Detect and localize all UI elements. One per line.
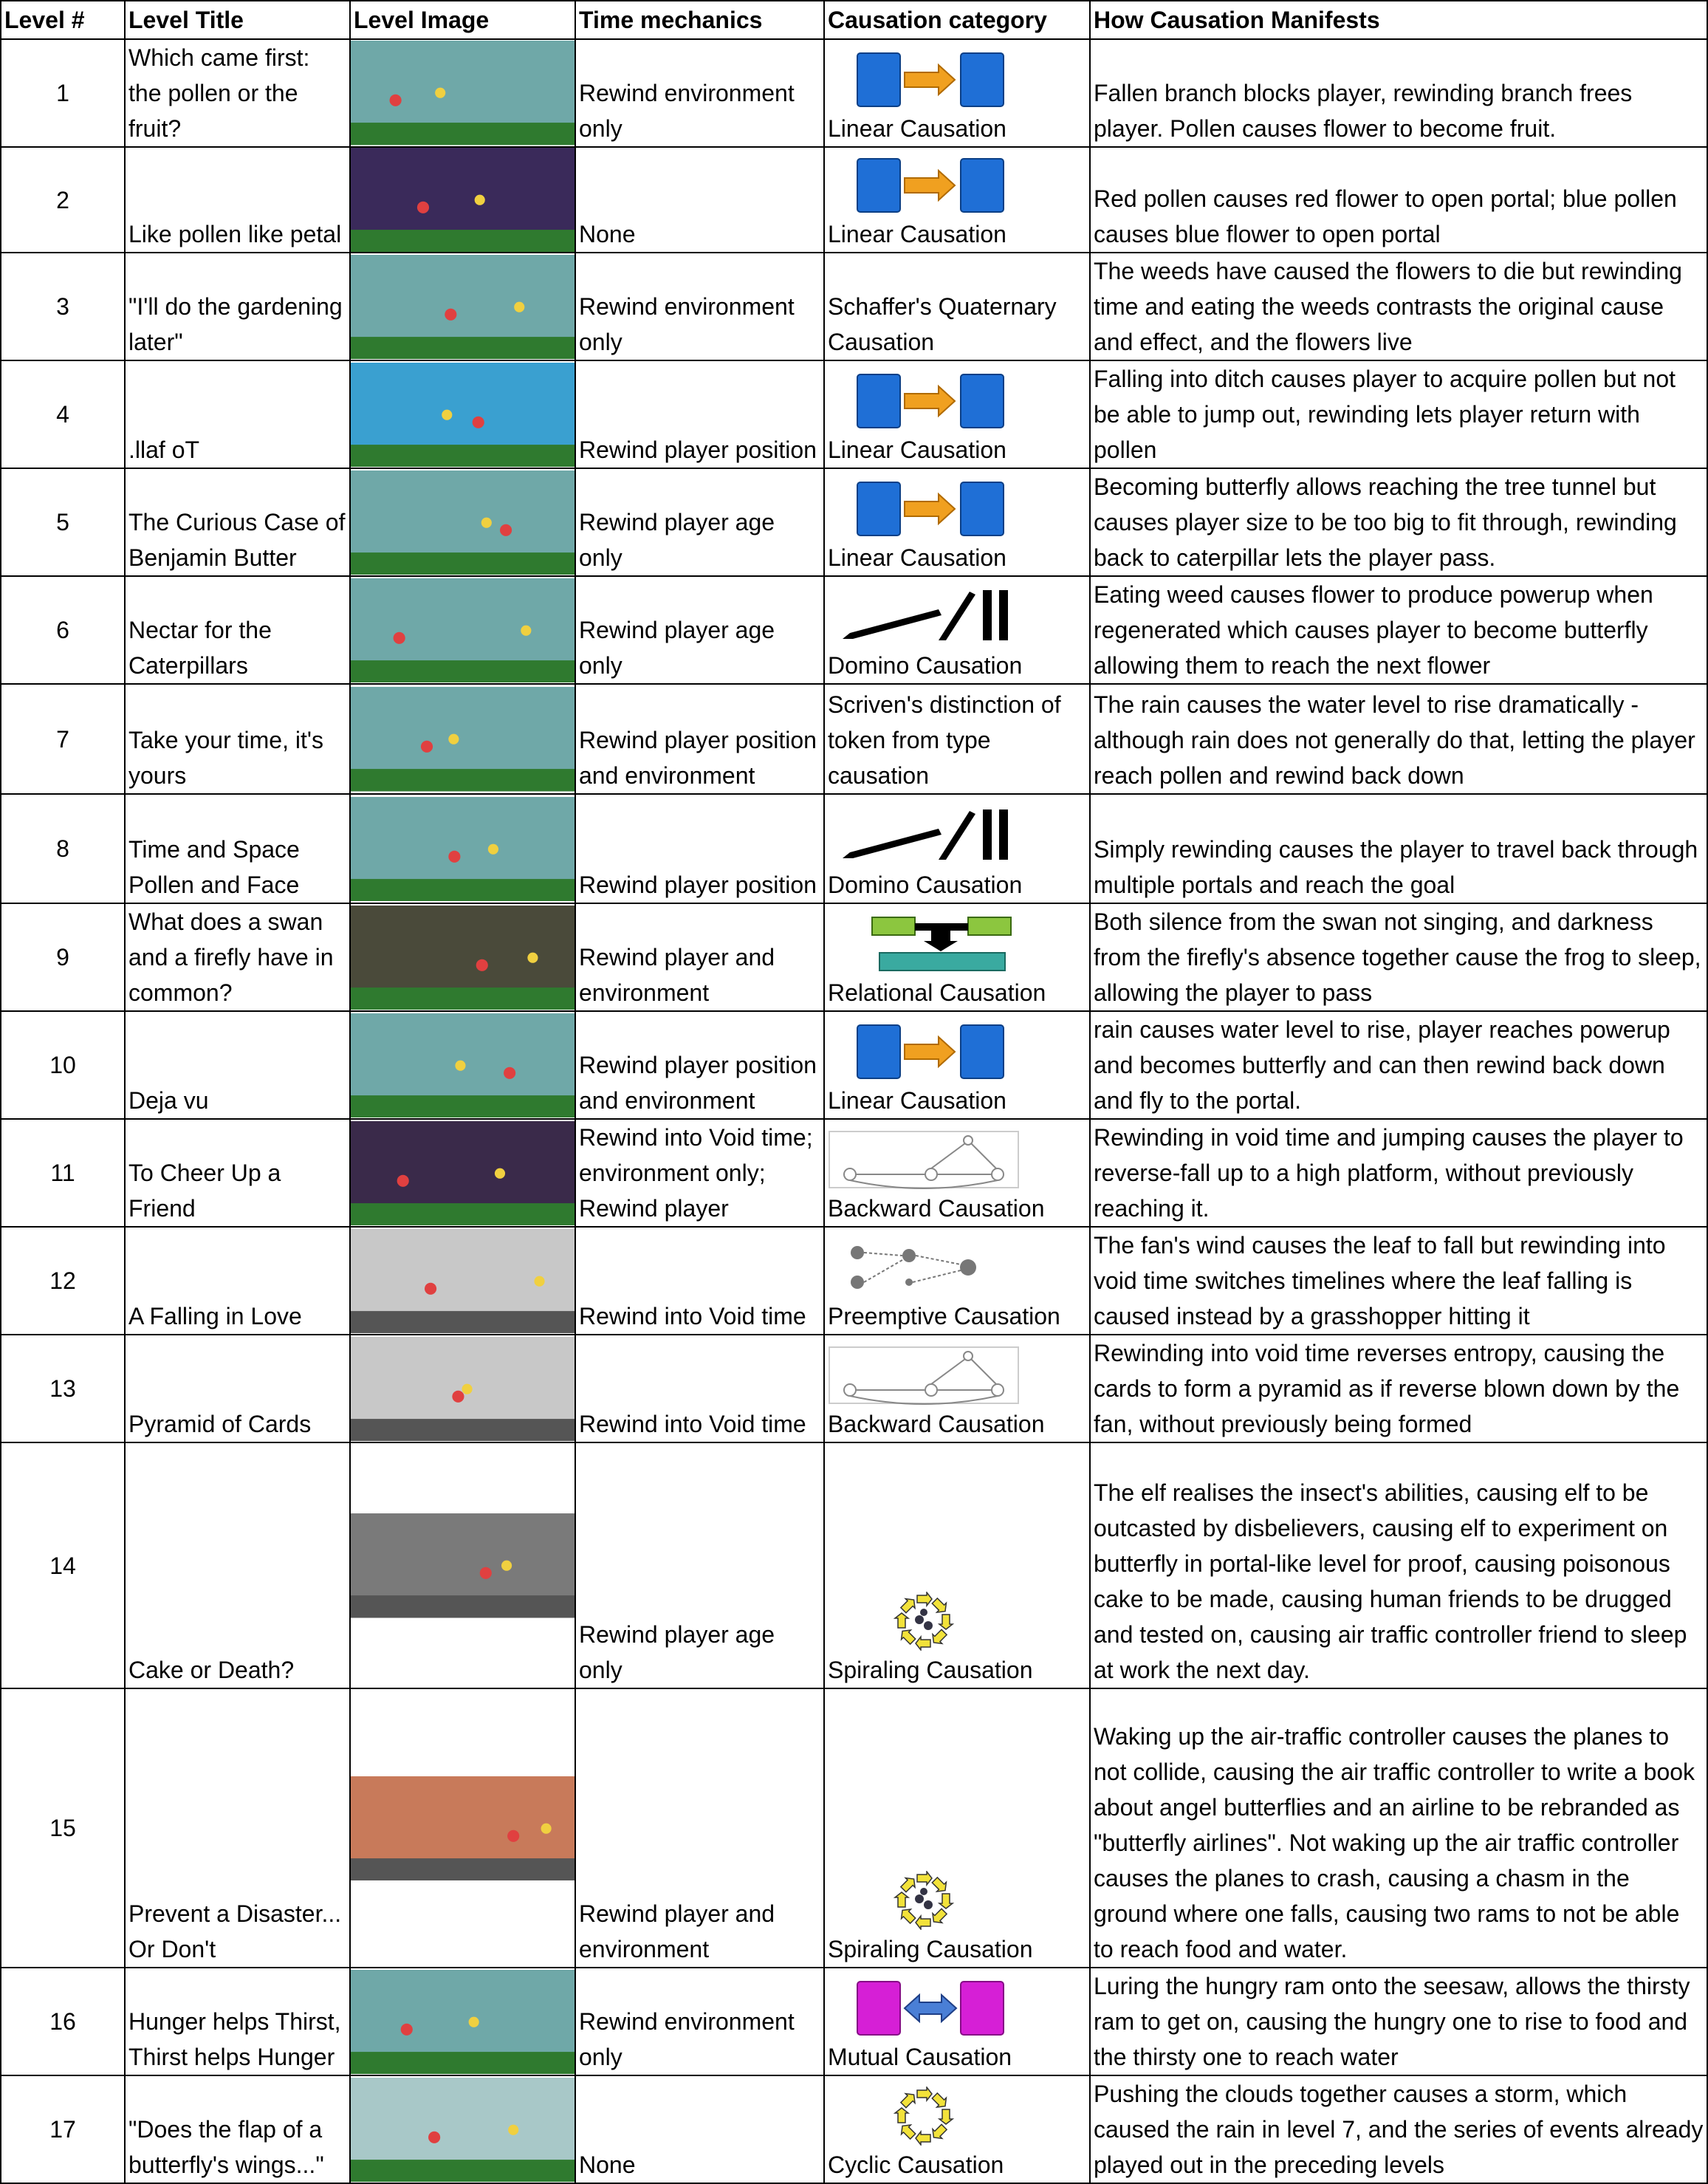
causation-description: The elf realises the insect's abilities, causing elf to be outcasted by disbelievers, causing elf to experiment on butterfly in portal-like level for proof, causing poisonous cake to be made, causing human friends to be drugged and tested on, causing air traffic controller friend to sleep at work the next day. (1090, 1442, 1707, 1688)
level-number: 15 (1, 1688, 125, 1968)
level-image (350, 1011, 575, 1119)
causation-label: Schaffer's Quaternary Causation (828, 293, 1057, 356)
causation-description: Pushing the clouds together causes a storm, which caused the rain in level 7, and the series of events already played out in the preceding levels (1090, 2075, 1707, 2183)
level-thumbnail (351, 687, 575, 791)
causation-category (824, 1227, 1090, 1335)
causation-label: Mutual Causation (828, 2044, 1012, 2071)
time-mechanics: Rewind environment only (575, 253, 824, 360)
level-title: "Does the flap of a butterfly's wings..." (125, 2075, 350, 2183)
table-row (1, 1227, 1707, 1335)
causation-label: Relational Causation (828, 979, 1046, 1007)
causation-label: Domino Causation (828, 872, 1023, 899)
time-mechanics: None (575, 147, 824, 253)
level-title: Pyramid of Cards (125, 1335, 350, 1442)
causation-category (824, 468, 1090, 576)
causation-category (824, 903, 1090, 1011)
causation-category (824, 39, 1090, 147)
causation-description: Fallen branch blocks player, rewinding branch frees player. Pollen causes flower to become fruit. (1090, 39, 1707, 147)
causation-category (824, 684, 1090, 794)
causation-label: Domino Causation (828, 652, 1023, 679)
level-number: 5 (1, 468, 125, 576)
level-title: Deja vu (125, 1011, 350, 1119)
level-title: A Falling in Love (125, 1227, 350, 1335)
level-title: "I'll do the gardening later" (125, 253, 350, 360)
level-number: 3 (1, 253, 125, 360)
level-number: 11 (1, 1119, 125, 1227)
preemptive-causation-icon (828, 1238, 1020, 1297)
level-number: 8 (1, 794, 125, 903)
level-title: Time and Space Pollen and Face (125, 794, 350, 903)
time-mechanics: Rewind environment only (575, 1968, 824, 2075)
table-row (1, 1688, 1707, 1968)
causation-label: Linear Causation (828, 221, 1006, 248)
causation-label: Backward Causation (828, 1195, 1045, 1222)
spiraling-causation-icon (828, 1592, 1020, 1651)
causation-label: Linear Causation (828, 437, 1006, 464)
causation-label: Linear Causation (828, 1087, 1006, 1115)
level-title: Nectar for the Caterpillars (125, 576, 350, 684)
level-thumbnail (351, 1121, 575, 1225)
level-thumbnail (351, 906, 575, 1010)
causation-category (824, 1968, 1090, 2075)
level-number: 2 (1, 147, 125, 253)
header-manifest: How Causation Manifests (1090, 1, 1707, 39)
causation-description: Luring the hungry ram onto the seesaw, allows the thirsty ram to get on, causing the hungry one to rise to food and the thirsty one to reach water (1090, 1968, 1707, 2075)
relational-causation-icon (828, 914, 1020, 973)
causation-description: The fan's wind causes the leaf to fall but rewinding into void time switches timelines where the leaf falling is caused instead by a grasshopper hitting it (1090, 1227, 1707, 1335)
header-category: Causation category (824, 1, 1090, 39)
level-number: 17 (1, 2075, 125, 2183)
causation-description: Both silence from the swan not singing, and darkness from the firefly's absence together cause the frog to sleep, allowing the player to pass (1090, 903, 1707, 1011)
level-thumbnail (351, 1970, 575, 2074)
causation-category (824, 253, 1090, 360)
causation-category (824, 1119, 1090, 1227)
time-mechanics: Rewind into Void time (575, 1227, 824, 1335)
level-thumbnail (351, 255, 575, 359)
table-row (1, 147, 1707, 253)
level-number: 4 (1, 360, 125, 468)
causation-category (824, 360, 1090, 468)
causation-label: Spiraling Causation (828, 1657, 1033, 1684)
level-number: 13 (1, 1335, 125, 1442)
level-image (350, 360, 575, 468)
table-row (1, 1119, 1707, 1227)
backward-causation-icon (828, 1130, 1020, 1189)
level-image (350, 147, 575, 253)
table-row (1, 1968, 1707, 2075)
causation-label: Preemptive Causation (828, 1303, 1060, 1330)
causation-category (824, 576, 1090, 684)
level-image (350, 1688, 575, 1968)
level-title: The Curious Case of Benjamin Butter (125, 468, 350, 576)
level-image (350, 1442, 575, 1688)
level-thumbnail (351, 148, 575, 252)
time-mechanics: Rewind into Void time (575, 1335, 824, 1442)
table-row (1, 1335, 1707, 1442)
level-image (350, 1335, 575, 1442)
level-title: Like pollen like petal (125, 147, 350, 253)
causation-category (824, 1442, 1090, 1688)
level-number: 12 (1, 1227, 125, 1335)
causation-category (824, 2075, 1090, 2183)
level-title: .llaf oT (125, 360, 350, 468)
table-row (1, 360, 1707, 468)
causation-description: Rewinding in void time and jumping causes the player to reverse-fall up to a high platform, without previously reaching it. (1090, 1119, 1707, 1227)
level-thumbnail (351, 1513, 575, 1618)
level-title: Cake or Death? (125, 1442, 350, 1688)
domino-causation-icon (828, 807, 1020, 866)
causation-category (824, 147, 1090, 253)
table-row (1, 253, 1707, 360)
time-mechanics: Rewind player age only (575, 1442, 824, 1688)
level-number: 1 (1, 39, 125, 147)
level-image (350, 903, 575, 1011)
causation-description: The rain causes the water level to rise dramatically - although rain does not generally do that, letting the player reach pollen and rewind back down (1090, 684, 1707, 794)
causation-category (824, 1688, 1090, 1968)
header-image: Level Image (350, 1, 575, 39)
header-time: Time mechanics (575, 1, 824, 39)
header-title: Level Title (125, 1, 350, 39)
time-mechanics: Rewind player position and environment (575, 684, 824, 794)
level-number: 6 (1, 576, 125, 684)
table-row (1, 903, 1707, 1011)
time-mechanics: Rewind player and environment (575, 1688, 824, 1968)
causation-description: rain causes water level to rise, player reaches powerup and becomes butterfly and can then rewind back down and fly to the portal. (1090, 1011, 1707, 1119)
causation-label: Scriven's distinction of token from type causation (828, 691, 1061, 790)
level-thumbnail (351, 2078, 575, 2182)
level-number: 9 (1, 903, 125, 1011)
causation-description: Falling into ditch causes player to acquire pollen but not be able to jump out, rewinding lets player return with pollen (1090, 360, 1707, 468)
domino-causation-icon (828, 587, 1020, 646)
level-title: To Cheer Up a Friend (125, 1119, 350, 1227)
level-thumbnail (351, 363, 575, 467)
linear-causation-icon (828, 372, 1020, 431)
linear-causation-icon (828, 1022, 1020, 1081)
table-row (1, 39, 1707, 147)
backward-causation-icon (828, 1346, 1020, 1405)
level-title: What does a swan and a firefly have in common? (125, 903, 350, 1011)
table-row (1, 684, 1707, 794)
causation-description: Becoming butterfly allows reaching the tree tunnel but causes player size to be too big to fit through, rewinding back to caterpillar lets the player pass. (1090, 468, 1707, 576)
time-mechanics: Rewind player position (575, 360, 824, 468)
level-thumbnail (351, 41, 575, 145)
level-thumbnail (351, 1337, 575, 1441)
level-image (350, 1119, 575, 1227)
table-row (1, 2075, 1707, 2183)
causation-label: Cyclic Causation (828, 2152, 1004, 2179)
level-image (350, 468, 575, 576)
level-image (350, 684, 575, 794)
level-thumbnail (351, 1229, 575, 1333)
causation-description: Waking up the air-traffic controller causes the planes to not collide, causing the air traffic controller to write a book about angel butterflies and an airline to be rebranded as "butterfly airlines". Not waking up the air traffic controller causes the planes to crash, causing a chasm in the ground where one falls, causing two rams to not be able to reach food and water. (1090, 1688, 1707, 1968)
causation-label: Linear Causation (828, 115, 1006, 142)
spiraling-causation-icon (828, 1871, 1020, 1930)
time-mechanics: Rewind environment only (575, 39, 824, 147)
time-mechanics: Rewind player position and environment (575, 1011, 824, 1119)
causation-description: Eating weed causes flower to produce powerup when regenerated which causes player to become butterfly allowing them to reach the next flower (1090, 576, 1707, 684)
causation-label: Spiraling Causation (828, 1936, 1033, 1963)
level-number: 14 (1, 1442, 125, 1688)
level-number: 7 (1, 684, 125, 794)
cyclic-causation-icon (828, 2087, 1020, 2146)
level-number: 10 (1, 1011, 125, 1119)
table-row (1, 576, 1707, 684)
time-mechanics: Rewind player position (575, 794, 824, 903)
header-level: Level # (1, 1, 125, 39)
causation-label: Backward Causation (828, 1411, 1045, 1438)
time-mechanics: Rewind player and environment (575, 903, 824, 1011)
linear-causation-icon (828, 156, 1020, 215)
level-number: 16 (1, 1968, 125, 2075)
level-image (350, 1227, 575, 1335)
causation-label: Linear Causation (828, 544, 1006, 572)
level-title: Which came first: the pollen or the fruit? (125, 39, 350, 147)
header-row (1, 1, 1707, 39)
time-mechanics: Rewind into Void time; environment only; Rewind player (575, 1119, 824, 1227)
time-mechanics: Rewind player age only (575, 576, 824, 684)
time-mechanics: None (575, 2075, 824, 2183)
level-title: Take your time, it's yours (125, 684, 350, 794)
causation-category (824, 1011, 1090, 1119)
table-row (1, 1442, 1707, 1688)
level-thumbnail (351, 1013, 575, 1117)
causation-description: Simply rewinding causes the player to travel back through multiple portals and reach the goal (1090, 794, 1707, 903)
level-image (350, 1968, 575, 2075)
table-row (1, 1011, 1707, 1119)
level-image (350, 39, 575, 147)
table-row (1, 468, 1707, 576)
causation-description: Rewinding into void time reverses entropy, causing the cards to form a pyramid as if reverse blown down by the fan, without previously being formed (1090, 1335, 1707, 1442)
causation-description: Red pollen causes red flower to open portal; blue pollen causes blue flower to open portal (1090, 147, 1707, 253)
causation-description: The weeds have caused the flowers to die but rewinding time and eating the weeds contrasts the original cause and effect, and the flowers live (1090, 253, 1707, 360)
level-thumbnail (351, 578, 575, 682)
level-thumbnail (351, 1776, 575, 1880)
level-title: Prevent a Disaster... Or Don't (125, 1688, 350, 1968)
level-thumbnail (351, 797, 575, 901)
linear-causation-icon (828, 50, 1020, 109)
level-thumbnail (351, 470, 575, 575)
level-image (350, 576, 575, 684)
causation-category (824, 1335, 1090, 1442)
mutual-causation-icon (828, 1979, 1020, 2038)
table-row (1, 794, 1707, 903)
causation-category (824, 794, 1090, 903)
linear-causation-icon (828, 479, 1020, 538)
level-title: Hunger helps Thirst, Thirst helps Hunger (125, 1968, 350, 2075)
level-image (350, 2075, 575, 2183)
time-mechanics: Rewind player age only (575, 468, 824, 576)
level-image (350, 794, 575, 903)
level-image (350, 253, 575, 360)
